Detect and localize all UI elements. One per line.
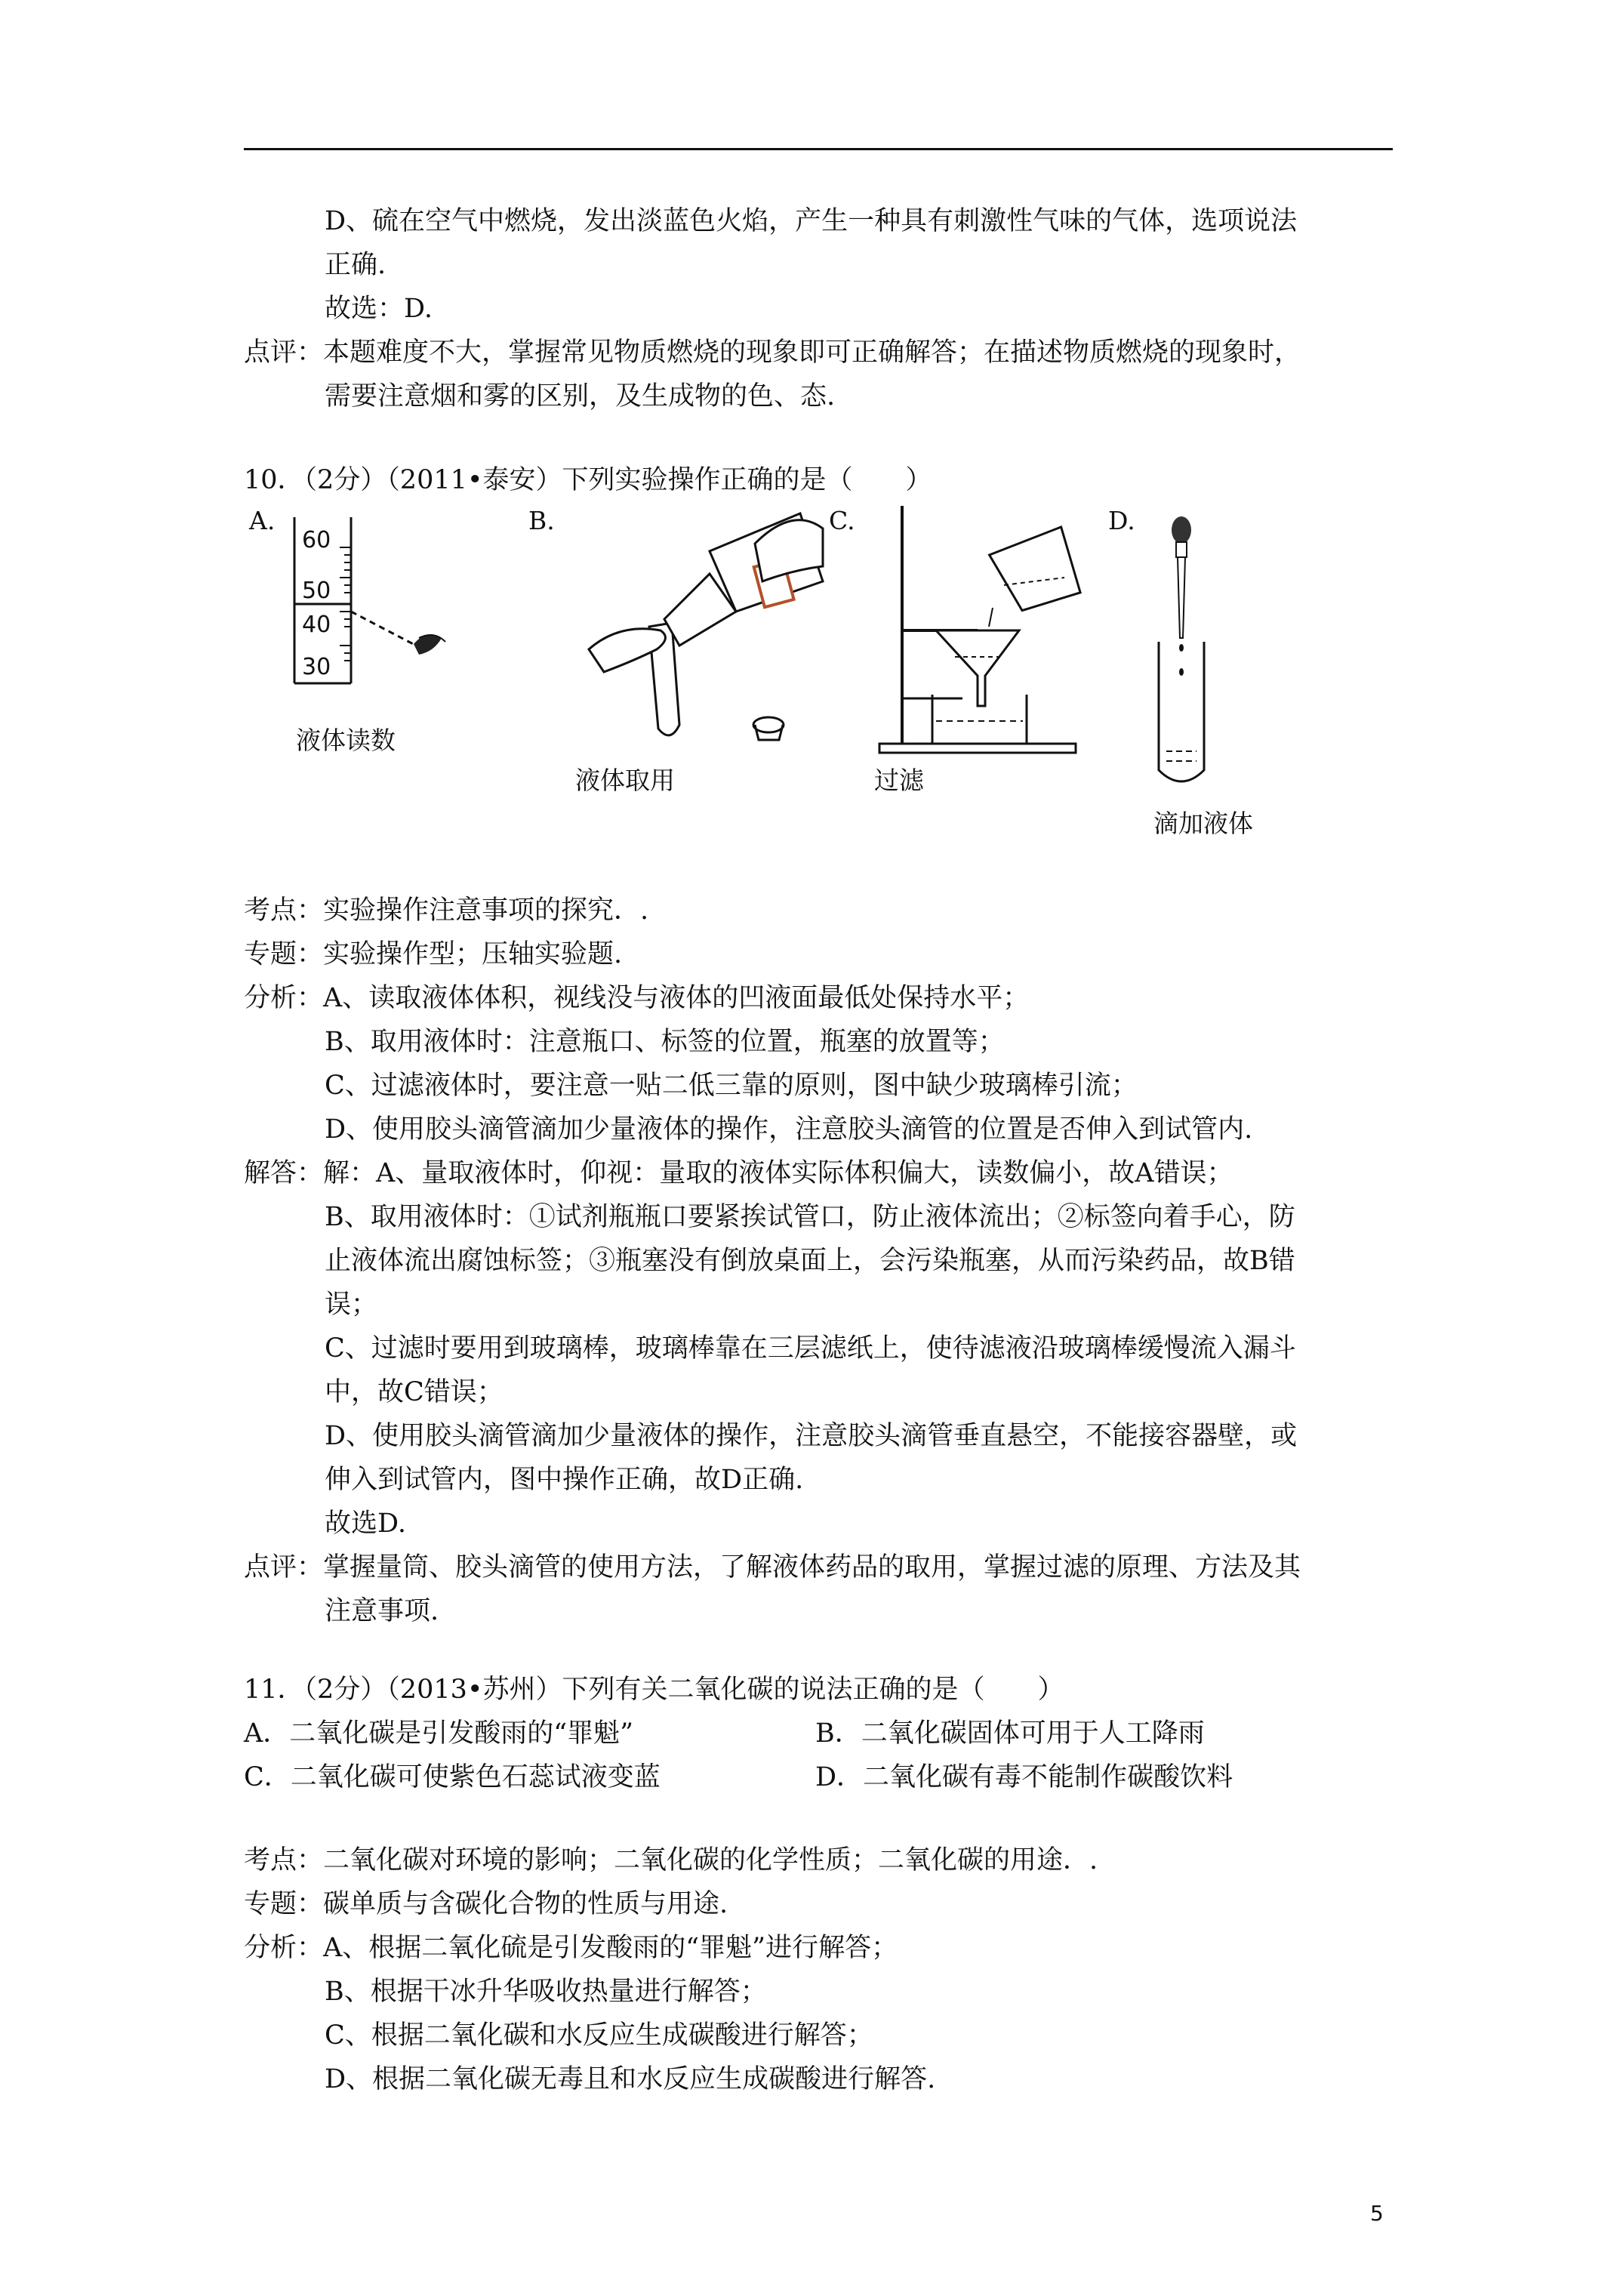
text-line: D、根据二氧化碳无毒且和水反应生成碳酸进行解答. — [325, 2064, 936, 2094]
text-line: B、取用液体时：注意瓶口、标签的位置，瓶塞的放置等； — [325, 1027, 1005, 1057]
text-line: 正确. — [325, 250, 387, 280]
pouring-liquid-figure — [574, 498, 830, 747]
answer-option: D．二氧化碳有毒不能制作碳酸饮料 — [815, 1762, 1233, 1792]
text-line: 需要注意烟和雾的区别，及生成物的色、态. — [325, 381, 836, 411]
text-line: C、过滤液体时，要注意一贴二低三靠的原则，图中缺少玻璃棒引流； — [325, 1071, 1138, 1101]
page-number: 5 — [1370, 2201, 1384, 2226]
question-stem: 11．（2分）（2013•苏州）下列有关二氧化碳的说法正确的是（ ） — [244, 1675, 1064, 1705]
text-line: D、使用胶头滴管滴加少量液体的操作，注意胶头滴管的位置是否伸入到试管内. — [325, 1114, 1253, 1145]
text-line: C、根据二氧化碳和水反应生成碳酸进行解答； — [325, 2020, 873, 2051]
filtration-figure — [864, 502, 1091, 759]
text-line: 解答：解：A、量取液体时，仰视：量取的液体实际体积偏大，读数偏小，故A错误； — [244, 1158, 1233, 1188]
text-line: D、使用胶头滴管滴加少量液体的操作，注意胶头滴管垂直悬空，不能接容器壁，或 — [325, 1421, 1298, 1451]
answer-option: A．二氧化碳是引发酸雨的“罪魁” — [244, 1718, 634, 1749]
option-letter: C. — [829, 506, 855, 535]
figure-caption: 液体取用 — [575, 766, 675, 795]
text-line: 专题：实验操作型；压轴实验题. — [244, 939, 623, 969]
answer-option: C．二氧化碳可使紫色石蕊试液变蓝 — [244, 1762, 661, 1792]
figure-caption: 过滤 — [874, 766, 924, 795]
text-line: 止液体流出腐蚀标签；③瓶塞没有倒放桌面上，会污染瓶塞，从而污染药品，故B错 — [325, 1246, 1295, 1276]
tick-label: 30 — [302, 654, 331, 680]
tick-label: 50 — [302, 578, 331, 604]
text-line: 分析：A、根据二氧化硫是引发酸雨的“罪魁”进行解答； — [244, 1933, 898, 1963]
text-line: D、硫在空气中燃烧，发出淡蓝色火焰，产生一种具有刺激性气味的气体，选项说法 — [325, 206, 1298, 236]
text-line: C、过滤时要用到玻璃棒，玻璃棒靠在三层滤纸上，使待滤液沿玻璃棒缓慢流入漏斗 — [325, 1333, 1296, 1364]
tick-label: 40 — [302, 612, 331, 638]
text-line: B、根据干冰升华吸收热量进行解答； — [325, 1977, 767, 2007]
text-line: 误； — [325, 1290, 378, 1320]
answer-option: B．二氧化碳固体可用于人工降雨 — [815, 1718, 1205, 1749]
text-line: 故选D. — [325, 1509, 406, 1539]
text-line: 故选：D. — [325, 294, 433, 324]
text-line: 点评：本题难度不大，掌握常见物质燃烧的现象即可正确解答；在描述物质燃烧的现象时， — [244, 337, 1301, 368]
option-letter: B. — [528, 506, 555, 535]
text-line: 分析：A、读取液体体积，视线没与液体的凹液面最低处保持水平； — [244, 983, 1030, 1013]
figure-caption: 液体读数 — [296, 726, 396, 755]
text-line: B、取用液体时：①试剂瓶瓶口要紧挨试管口，防止液体流出；②标签向着手心，防 — [325, 1202, 1295, 1232]
header-rule — [244, 148, 1393, 150]
text-line: 专题：碳单质与含碳化合物的性质与用途. — [244, 1889, 728, 1919]
text-line: 考点：实验操作注意事项的探究．. — [244, 895, 649, 926]
text-line: 伸入到试管内，图中操作正确，故D正确. — [325, 1465, 804, 1495]
question-stem: 10．（2分）（2011•泰安）下列实验操作正确的是（ ） — [244, 465, 932, 495]
text-line: 注意事项. — [325, 1596, 439, 1626]
tick-label: 60 — [302, 527, 331, 553]
text-line: 考点：二氧化碳对环境的影响；二氧化碳的化学性质；二氧化碳的用途．. — [244, 1845, 1098, 1875]
graduated-cylinder-figure — [287, 517, 460, 691]
option-letter: A. — [249, 506, 276, 535]
dropper-figure — [1147, 513, 1238, 785]
text-line: 点评：掌握量筒、胶头滴管的使用方法，了解液体药品的取用，掌握过滤的原理、方法及其 — [244, 1552, 1301, 1583]
option-letter: D. — [1108, 506, 1135, 535]
figure-caption: 滴加液体 — [1153, 809, 1253, 838]
text-line: 中，故C错误； — [325, 1377, 504, 1407]
